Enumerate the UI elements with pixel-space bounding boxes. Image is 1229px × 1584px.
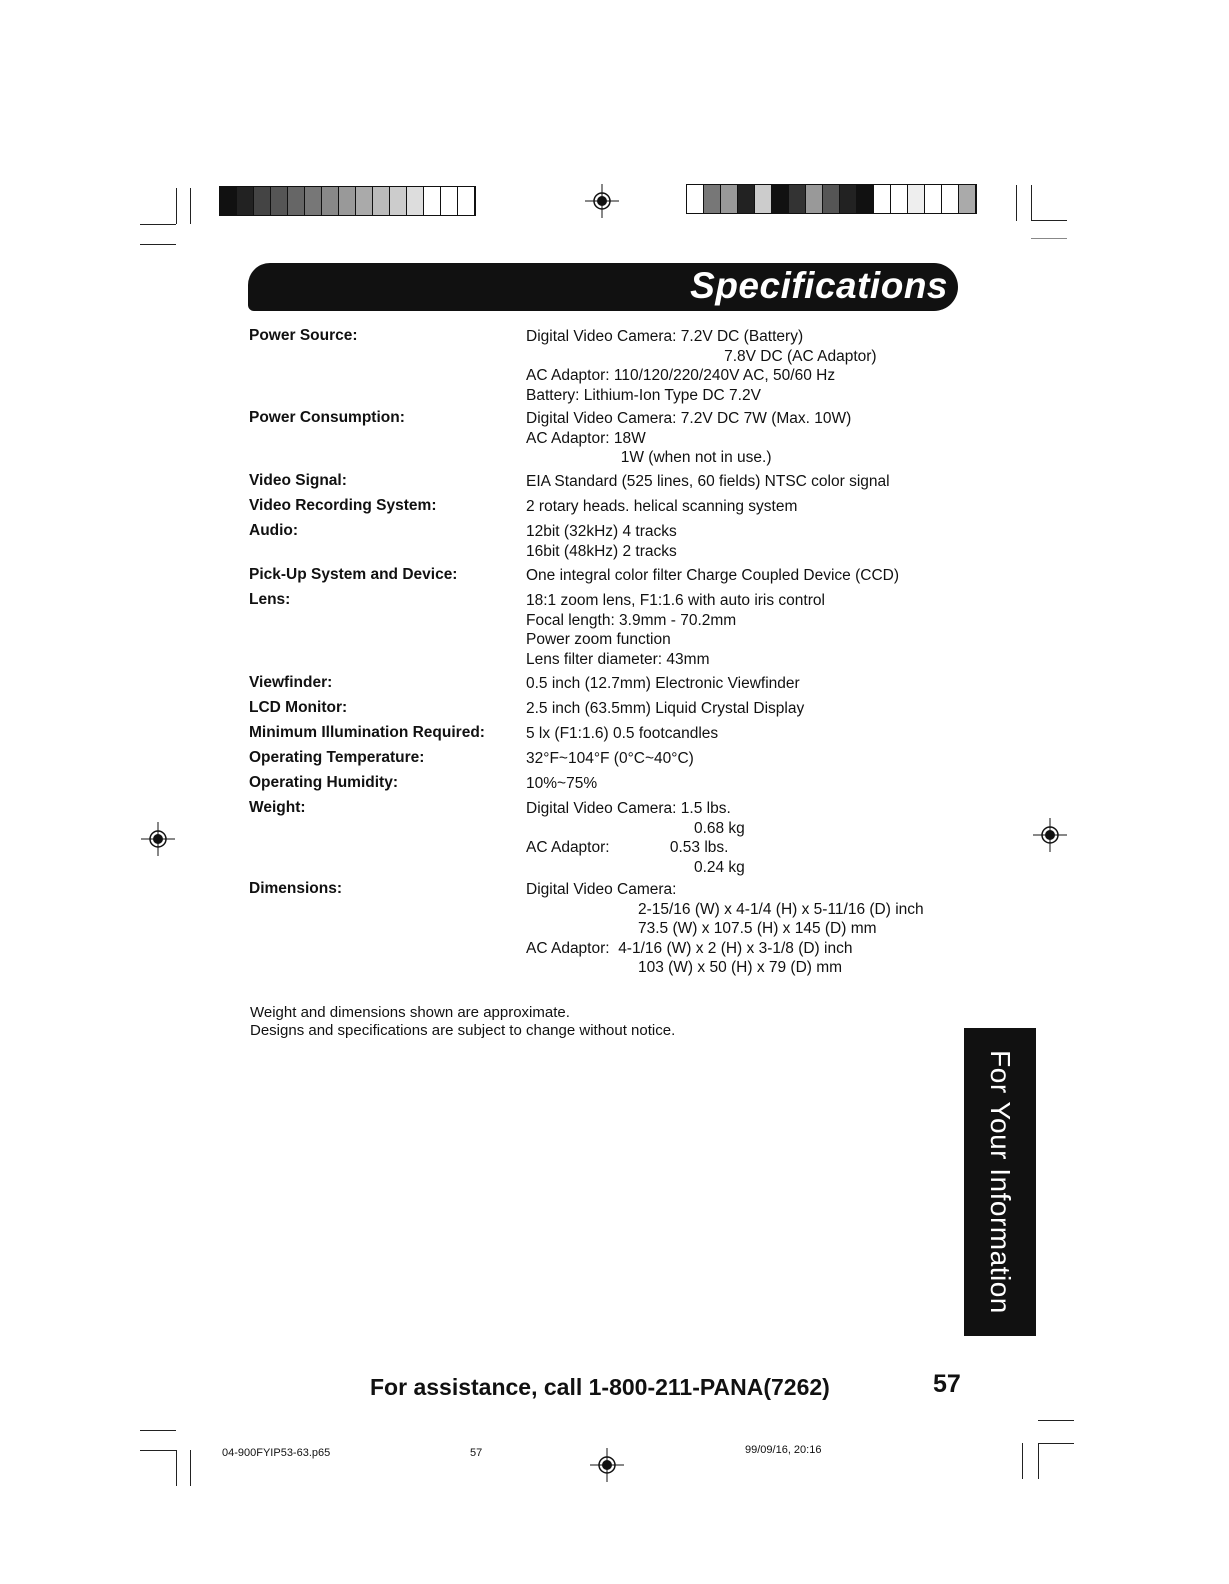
spec-label: Operating Humidity:: [249, 774, 398, 791]
crop-mark: [140, 244, 176, 245]
spec-value: 32°F~104°F (0°C~40°C): [526, 750, 694, 767]
spec-value: Digital Video Camera: 7.2V DC 7W (Max. 10W): [526, 410, 852, 427]
spec-values: [526, 699, 804, 719]
spec-value: AC Adaptor: 18W: [526, 429, 646, 447]
spec-label: Operating Temperature:: [249, 749, 425, 766]
crop-mark: [1031, 185, 1032, 221]
spec-label: Pick-Up System and Device:: [249, 566, 458, 583]
spec-label: Lens:: [249, 591, 291, 608]
spec-values: [526, 799, 745, 877]
page-number: 57: [933, 1370, 961, 1398]
spec-value: 10%~75%: [526, 775, 598, 792]
spec-values: [526, 724, 718, 744]
crop-mark: [1038, 1443, 1039, 1479]
color-bar-right: [686, 184, 977, 214]
spec-label: Viewfinder:: [249, 674, 333, 691]
spec-value: 12bit (32kHz) 4 tracks: [526, 523, 677, 540]
spec-values: [526, 880, 924, 978]
spec-value: Battery: Lithium-Ion Type DC 7.2V: [526, 386, 761, 404]
note-approximate: Weight and dimensions shown are approximate.: [250, 1004, 570, 1021]
spec-value: AC Adaptor: 4-1/16 (W) x 2 (H) x 3-1/8 (D) inch: [526, 939, 853, 957]
section-header: [248, 263, 958, 311]
registration-target-icon: [590, 1448, 624, 1482]
color-bar-left: [219, 186, 476, 216]
spec-value: One integral color filter Charge Coupled Device (CCD): [526, 567, 900, 584]
spec-label: Video Recording System:: [249, 497, 437, 514]
spec-value: 2 rotary heads. helical scanning system: [526, 498, 798, 515]
spec-values: [526, 522, 677, 561]
spec-value: 0.68 kg: [526, 819, 745, 837]
spec-values: [526, 591, 825, 669]
spec-label: Power Consumption:: [249, 409, 405, 426]
spec-values: [526, 566, 899, 586]
note-change-notice: Designs and specifications are subject to change without notice.: [250, 1022, 676, 1039]
crop-mark: [190, 1450, 191, 1486]
crop-mark: [1022, 1443, 1023, 1479]
crop-mark: [140, 1430, 176, 1431]
spec-value: Digital Video Camera: 1.5 lbs.: [526, 800, 731, 817]
spec-label: Minimum Illumination Required:: [249, 724, 485, 741]
spec-value: 1W (when not in use.): [526, 449, 772, 466]
registration-target-icon: [141, 822, 175, 856]
assistance-line: For assistance, call 1-800-211-PANA(7262): [370, 1374, 830, 1400]
spec-value: 0.24 kg: [526, 858, 745, 876]
spec-value: Digital Video Camera: 7.2V DC (Battery): [526, 328, 804, 345]
spec-value: 0.5 inch (12.7mm) Electronic Viewfinder: [526, 675, 800, 692]
crop-mark: [1031, 220, 1067, 221]
spec-value: 73.5 (W) x 107.5 (H) x 145 (D) mm: [526, 920, 877, 937]
side-tab-label: For Your Information: [985, 1050, 1016, 1314]
spec-value: Power zoom function: [526, 631, 671, 648]
spec-values: [526, 472, 890, 492]
spec-value: 5 lx (F1:1.6) 0.5 footcandles: [526, 725, 719, 742]
crop-mark: [190, 188, 191, 224]
footer-page: 57: [470, 1447, 483, 1459]
side-tab: [964, 1028, 1036, 1336]
crop-mark: [140, 1450, 176, 1451]
crop-mark: [1031, 238, 1067, 239]
footer-date: 99/09/16, 20:16: [745, 1444, 822, 1456]
spec-value: 2-15/16 (W) x 4-1/4 (H) x 5-11/16 (D) inch: [526, 900, 924, 918]
crop-mark: [1038, 1420, 1074, 1421]
footer-file: 04-900FYIP53-63.p65: [222, 1447, 331, 1459]
spec-value: 103 (W) x 50 (H) x 79 (D) mm: [526, 959, 843, 976]
spec-value: Focal length: 3.9mm - 70.2mm: [526, 611, 737, 629]
spec-value: Digital Video Camera:: [526, 881, 677, 898]
spec-label: Weight:: [249, 799, 306, 816]
spec-label: Audio:: [249, 522, 299, 539]
spec-value: Lens filter diameter: 43mm: [526, 650, 710, 668]
spec-values: [526, 327, 877, 405]
page-title: Specifications: [690, 265, 948, 306]
spec-label: Video Signal:: [249, 472, 347, 489]
spec-values: [526, 409, 851, 468]
spec-value: 16bit (48kHz) 2 tracks: [526, 542, 677, 560]
spec-value: 18:1 zoom lens, F1:1.6 with auto iris control: [526, 592, 825, 609]
crop-mark: [1016, 185, 1017, 221]
spec-label: LCD Monitor:: [249, 699, 348, 716]
registration-target-icon: [1033, 818, 1067, 852]
spec-value: EIA Standard (525 lines, 60 fields) NTSC color signal: [526, 473, 890, 490]
crop-mark: [1038, 1443, 1074, 1444]
spec-values: [526, 497, 797, 517]
crop-mark: [176, 188, 177, 224]
spec-values: [526, 774, 597, 794]
spec-value: 7.8V DC (AC Adaptor): [526, 347, 877, 365]
spec-value: AC Adaptor: 0.53 lbs.: [526, 839, 729, 856]
spec-value: 2.5 inch (63.5mm) Liquid Crystal Display: [526, 700, 805, 717]
crop-mark: [176, 1450, 177, 1486]
spec-label: Power Source:: [249, 327, 358, 344]
spec-values: [526, 749, 694, 769]
spec-value: AC Adaptor: 110/120/220/240V AC, 50/60 Hz: [526, 367, 836, 384]
spec-values: [526, 674, 800, 694]
spec-label: Dimensions:: [249, 880, 343, 897]
crop-mark: [140, 224, 176, 225]
registration-target-icon: [585, 184, 619, 218]
